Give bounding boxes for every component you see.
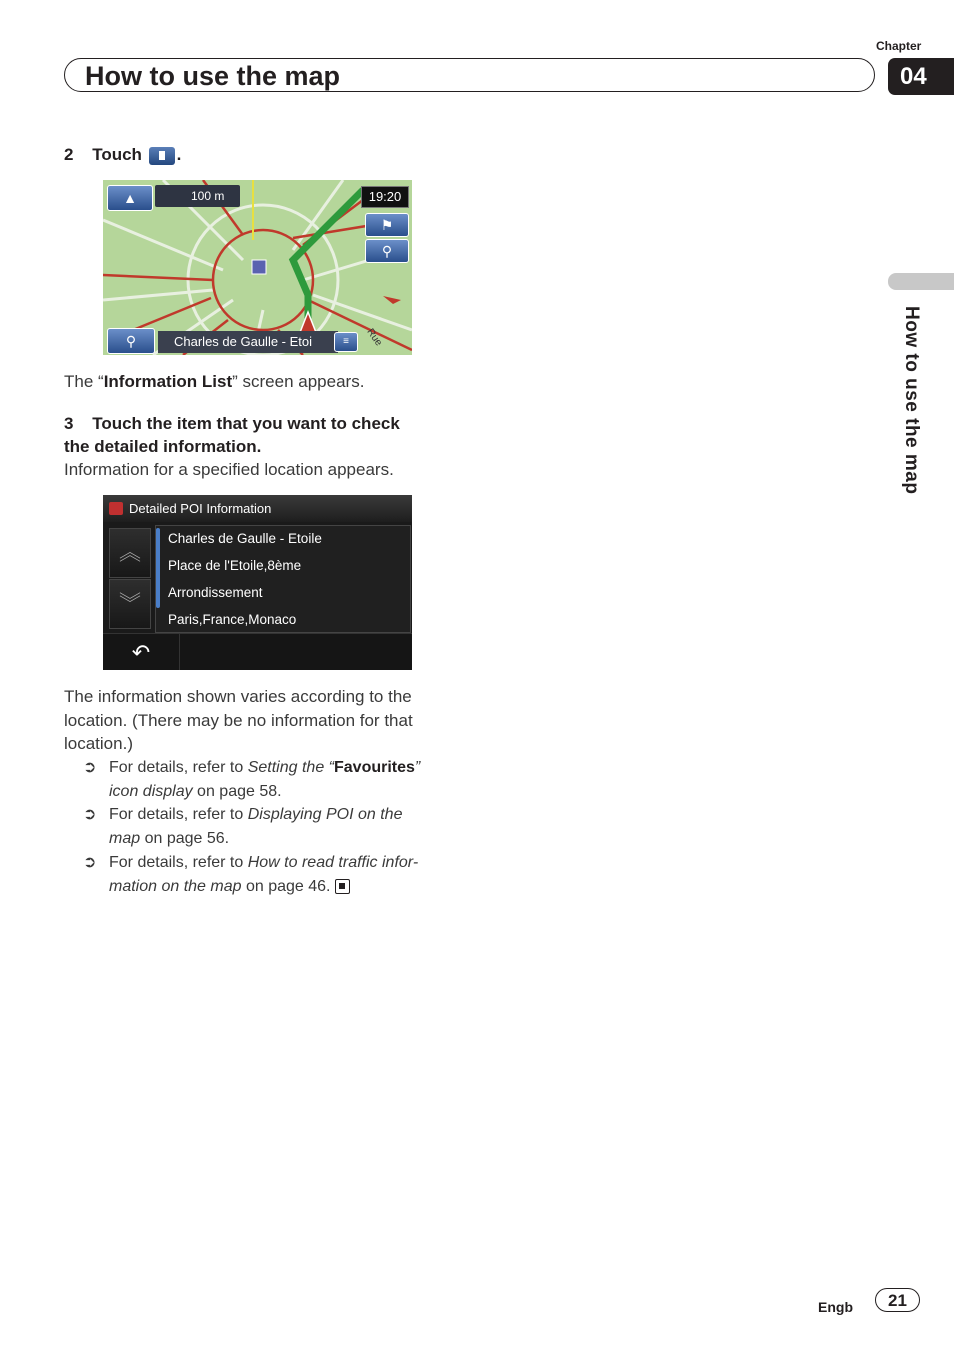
distance-value: 100 m <box>191 189 225 203</box>
step-period: . <box>176 145 182 164</box>
scroll-down-button[interactable]: ︾ <box>109 579 151 629</box>
bullet-link: ” <box>414 759 421 776</box>
reference-bullet <box>83 803 403 851</box>
poi-line: Charles de Gaulle - Etoile <box>168 531 322 546</box>
side-tab-marker <box>888 273 954 290</box>
step-3-description: Information for a specified location appears. <box>64 460 394 479</box>
note-line: location.) <box>64 734 133 753</box>
bullet-link[interactable]: mation on the map <box>109 878 242 895</box>
end-mark-icon <box>335 879 350 894</box>
map-screenshot <box>103 180 412 355</box>
page-number: 21 <box>875 1288 920 1312</box>
bullet-link[interactable]: icon display <box>109 783 193 800</box>
zoom-search-button[interactable]: ⚲ <box>107 328 155 354</box>
info-list-note <box>64 370 364 394</box>
bullet-link[interactable]: map <box>109 830 141 847</box>
distance-bar <box>155 185 240 207</box>
clock-display: 19:20 <box>361 186 409 208</box>
bullet-text: For details, refer to <box>109 759 248 776</box>
north-up-button[interactable]: ▲ <box>107 185 153 211</box>
side-street-label: Rue <box>364 326 384 349</box>
list-icon <box>149 147 175 165</box>
arrow-icon: ➲ <box>83 854 97 871</box>
step-2 <box>64 145 181 165</box>
poi-line: Arrondissement <box>168 585 263 600</box>
note-line: location. (There may be no information for that <box>64 710 413 730</box>
bullet-text: on page 56. <box>140 830 230 847</box>
poi-line: Place de l'Etoile,8ème <box>168 558 302 573</box>
poi-title: Detailed POI Information <box>129 501 272 516</box>
note-suffix: ” screen appears. <box>232 372 365 391</box>
back-icon[interactable]: ↶ <box>103 634 180 670</box>
side-tab-label: How to use the map <box>901 306 922 495</box>
step-text: Touch <box>92 145 142 164</box>
poi-detail-list <box>155 525 411 633</box>
arrow-icon: ➲ <box>83 759 97 776</box>
bullet-link[interactable]: How to read traffic infor- <box>247 854 419 871</box>
poi-screenshot <box>103 495 412 670</box>
footer-language: Engb <box>818 1299 853 1315</box>
bullet-bold: Favourites <box>334 759 415 776</box>
section-title: How to use the map <box>85 61 341 91</box>
bullet-text: For details, refer to <box>109 806 248 823</box>
bullet-text: on page 46. <box>241 878 331 895</box>
poi-line: Paris,France,Monaco <box>168 612 297 627</box>
chapter-label: Chapter <box>876 39 922 53</box>
destination-flag-button[interactable]: ⚑ <box>365 213 409 237</box>
chapter-number: 04 <box>888 58 954 95</box>
poi-header <box>103 495 412 522</box>
step-3 <box>64 412 400 458</box>
arrow-icon: ➲ <box>83 806 97 823</box>
note-bold: Information List <box>103 372 233 391</box>
bullet-link[interactable]: Setting the “ <box>247 759 334 776</box>
info-list-button[interactable]: ≡ <box>334 332 358 352</box>
variance-note <box>64 685 413 756</box>
street-name-bar <box>158 331 338 353</box>
scroll-up-button[interactable]: ︽ <box>109 528 151 578</box>
step-line-1: Touch the item that you want to check <box>92 414 400 433</box>
search-button[interactable]: ⚲ <box>365 239 409 263</box>
bullet-link[interactable]: Displaying POI on the <box>247 806 403 823</box>
poi-footer <box>103 633 412 670</box>
step-line-2: the detailed information. <box>64 437 262 456</box>
step-number: 2 <box>64 145 74 164</box>
note-prefix: The “ <box>64 372 104 391</box>
reference-bullet <box>83 756 421 804</box>
street-name: Charles de Gaulle - Etoi <box>174 334 313 349</box>
bullet-text: For details, refer to <box>109 854 248 871</box>
poi-icon <box>109 502 123 515</box>
note-line: The information shown varies according to the <box>64 687 412 706</box>
scrollbar[interactable] <box>156 528 160 608</box>
reference-bullet <box>83 851 419 899</box>
step-number: 3 <box>64 414 74 433</box>
bullet-text: on page 58. <box>192 783 282 800</box>
